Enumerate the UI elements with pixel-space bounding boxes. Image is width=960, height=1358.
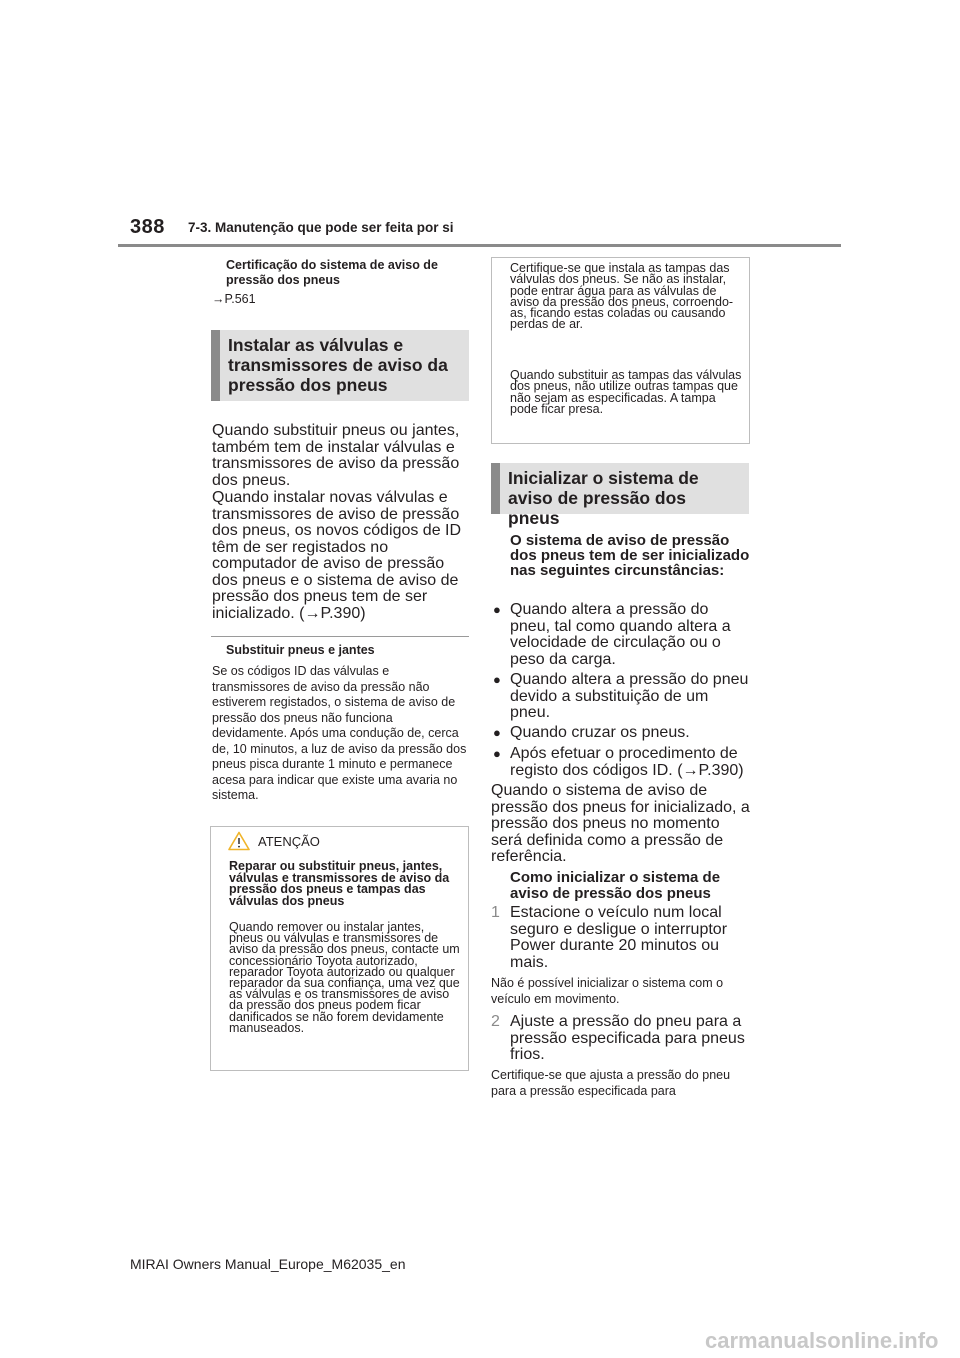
subsection-heading-replace: Substituir pneus e jantes xyxy=(226,643,375,657)
note-text-1: Certifique-se que instala as tampas das válvulas dos pneus. Se não as instalar, pode entrar água para as válvulas de aviso da pressão dos pneus, corroendo-as, ficando estas coladas ou causando perdas de ar. xyxy=(510,261,734,332)
section-heading-initialize: Inicializar o sistema de aviso de pressão dos pneus xyxy=(491,463,749,514)
cert-page-reference[interactable]: →P.561 xyxy=(212,292,256,306)
step-text: Estacione o veículo num local seguro e desligue o interruptor Power durante 20 minutos ou mais. xyxy=(510,904,728,971)
how-to-initialize-heading: Como inicializar o sistema de aviso de pressão dos pneus xyxy=(510,869,721,902)
bullet-icon: ● xyxy=(493,672,501,687)
page-number: 388 xyxy=(130,216,165,238)
install-paragraph-1: Quando substituir pneus ou jantes, também tem de instalar válvulas e transmissores de aviso da pressão dos pneus. xyxy=(212,422,460,489)
watermark[interactable]: carmanualsonline.info xyxy=(705,1328,939,1353)
list-item-text: Quando altera a pressão do pneu, tal como quando altera a velocidade de circulação ou o peso da carga. xyxy=(510,601,731,668)
warning-title: ATENÇÃO xyxy=(258,834,320,849)
bullet-icon: ● xyxy=(493,725,501,740)
list-item-text: Quando cruzar os pneus. xyxy=(510,724,690,741)
subsection-divider xyxy=(211,636,469,637)
warning-heading: Reparar ou substituir pneus, jantes, válvulas e transmissores de aviso da pressão dos pneus e tampas das válvulas dos pneus xyxy=(229,859,450,908)
warning-body: Quando remover ou instalar jantes, pneus ou válvulas e transmissores de aviso da pressão dos pneus, contacte um concessionário Toyota autorizado, reparador Toyota autorizado ou qualquer reparador da sua confiança, uma vez que as válvulas e os transmissores de aviso da pressão dos pneus podem ficar danificados se não forem devidamente manuseados. xyxy=(229,920,460,1035)
initialize-paragraph: Quando o sistema de aviso de pressão dos pneus for inicializado, a pressão dos pneus no momento será definida como a pressão de referência. xyxy=(491,782,750,865)
install-paragraph-2: Quando instalar novas válvulas e transmissores de aviso de pressão dos pneus, os novos códigos de ID têm de ser registados no computador de aviso de pressão dos pneus e o sistema de aviso de pressão dos pneus tem de ser inicializado. (→P.390) xyxy=(212,489,462,622)
note-text-2: Quando substituir as tampas das válvulas dos pneus, não utilize outras tampas que não sejam as especificadas. A tampa pode ficar presa. xyxy=(510,368,742,416)
step-note: Certifique-se que ajusta a pressão do pneu para a pressão especificada para xyxy=(491,1068,731,1098)
step-number: 1 xyxy=(491,904,500,921)
cert-title: Certificação do sistema de aviso de pressão dos pneus xyxy=(226,258,438,287)
step-note: Não é possível inicializar o sistema com o veículo em movimento. xyxy=(491,976,724,1006)
footer-text: MIRAI Owners Manual_Europe_M62035_en xyxy=(130,1256,406,1272)
header-divider xyxy=(118,244,841,247)
list-item-text: Após efetuar o procedimento de registo dos códigos ID. (→P.390) xyxy=(510,745,744,779)
warning-triangle-icon xyxy=(228,831,250,851)
section-heading-install: Instalar as válvulas e transmissores de aviso da pressão dos pneus xyxy=(211,330,469,401)
subsection-text-replace: Se os códigos ID das válvulas e transmissores de aviso da pressão não estiverem registados, o sistema de aviso de pressão dos pneus não funciona devidamente. Após uma condução de, cerca de, 10 minutos, a luz de aviso da pressão dos pneus pisca durante 1 minuto e permanece acesa para indicar que existe uma avaria no sistema. xyxy=(212,664,467,802)
initialize-intro: O sistema de aviso de pressão dos pneus tem de ser inicializado nas seguintes circunstâncias: xyxy=(510,532,750,579)
step-text: Ajuste a pressão do pneu para a pressão especificada para pneus frios. xyxy=(510,1013,745,1063)
bullet-icon: ● xyxy=(493,746,501,761)
section-title: 7-3. Manutenção que pode ser feita por si xyxy=(188,220,454,235)
bullet-icon: ● xyxy=(493,602,501,617)
step-number: 2 xyxy=(491,1013,500,1030)
list-item-text: Quando altera a pressão do pneu devido a substituição de um pneu. xyxy=(510,671,749,721)
